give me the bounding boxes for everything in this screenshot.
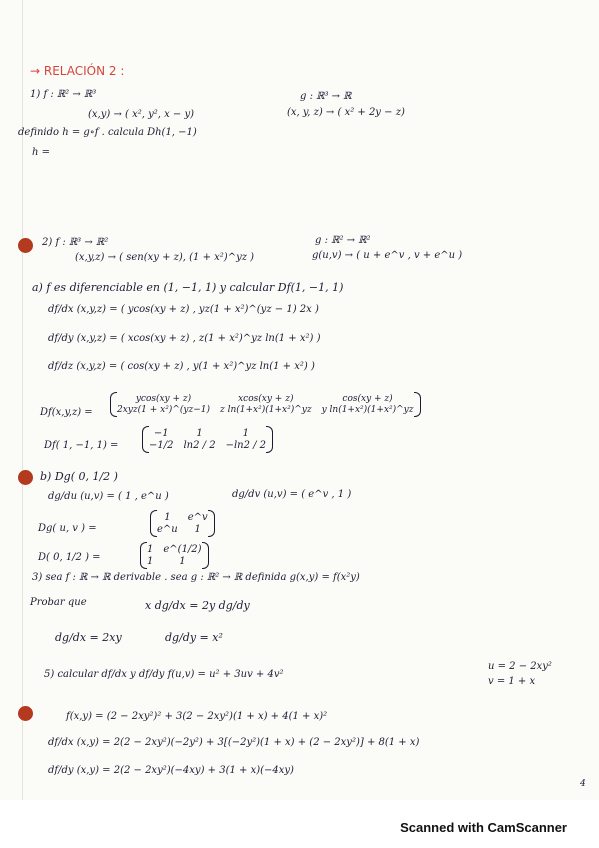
ex1-f-map: (x,y) → ( x², y², x − y): [88, 109, 195, 120]
ex2-df1-label: Df( 1, −1, 1) =: [44, 440, 119, 451]
ex2-dfdy: df/dy (x,y,z) = ( xcos(xy + z) , z(1 + x²)^yz ln(1 + x²) ): [48, 333, 321, 344]
ex2-dg0-label: D( 0, 1/2 ) =: [38, 552, 101, 563]
ex1-h: h =: [32, 147, 50, 158]
matrix-cell: e^v: [187, 512, 208, 523]
ex1-g-map: (x, y, z) → ( x² + 2y − z): [287, 107, 405, 118]
ex2-dg-label: Dg( u, v ) =: [38, 523, 97, 534]
page-title: → RELACIÓN 2 :: [30, 64, 125, 78]
matrix-cell: 1: [164, 512, 171, 523]
matrix-cell: 1: [179, 556, 186, 567]
ex2-g-def: g : ℝ² → ℝ²: [315, 235, 371, 246]
matrix-cell: z ln(1+x²)(1+x²)^yz: [219, 405, 312, 415]
matrix-cell: 1: [147, 556, 154, 567]
bullet-dot: [18, 470, 33, 485]
ex2-df1-matrix: [142, 428, 273, 451]
ex5-v-def: v = 1 + x: [488, 676, 536, 687]
ex2-dgdv: dg/dv (u,v) = ( e^v , 1 ): [232, 489, 352, 500]
bullet-dot: [18, 238, 33, 253]
matrix-cell: 1: [196, 428, 203, 439]
ex2-g-map: g(u,v) → ( u + e^v , v + e^u ): [312, 250, 463, 261]
scanner-watermark: Scanned with CamScanner: [400, 820, 567, 835]
ex2-f-def: 2) f : ℝ³ → ℝ²: [42, 237, 109, 248]
ex5-dfdx: df/dx (x,y) = 2(2 − 2xy²)(−2y²) + 3[(−2y²)(1 + x) + (2 − 2xy²)] + 8(1 + x): [48, 737, 420, 748]
matrix-cell: e^u: [157, 524, 178, 535]
ex2-f-map: (x,y,z) → ( sen(xy + z), (1 + x²)^yz ): [75, 252, 255, 263]
ex3-identity: x dg/dx = 2y dg/dy: [145, 599, 250, 612]
page-margin: [22, 0, 23, 800]
ex5-statement: 5) calcular df/dx y df/dy f(u,v) = u² + 3uv + 4v²: [44, 669, 284, 680]
ex2-part-a: a) f es diferenciable en (1, −1, 1) y calcular Df(1, −1, 1): [32, 281, 344, 294]
ex2-dg0-matrix: [140, 544, 209, 567]
matrix-cell: 1: [242, 428, 249, 439]
ex1-g-def: g : ℝ³ → ℝ: [300, 91, 352, 102]
ex2-dgdu: dg/du (u,v) = ( 1 , e^u ): [48, 491, 169, 502]
ex5-u-def: u = 2 − 2xy²: [488, 661, 552, 672]
ex2-dg-matrix: [150, 512, 215, 535]
ex3-probar: Probar que: [30, 597, 87, 608]
ex2-dfdx: df/dx (x,y,z) = ( ycos(xy + z) , yz(1 + x²)^(yz − 1) 2x ): [48, 304, 319, 315]
ex2-dfdz: df/dz (x,y,z) = ( cos(xy + z) , y(1 + x²)^yz ln(1 + x²) ): [48, 361, 315, 372]
ex3-dgdy: dg/dy = x²: [165, 631, 223, 644]
matrix-cell: e^(1/2): [163, 544, 202, 555]
matrix-cell: 1: [194, 524, 201, 535]
matrix-cell: 2xyz(1 + x²)^(yz−1): [117, 405, 210, 415]
matrix-cell: −1: [153, 428, 169, 439]
matrix-cell: 1: [147, 544, 154, 555]
matrix-cell: ln2 / 2: [183, 440, 216, 451]
ex5-fxy: f(x,y) = (2 − 2xy²)² + 3(2 − 2xy²)(1 + x) + 4(1 + x)²: [66, 711, 328, 722]
matrix-cell: −ln2 / 2: [225, 440, 267, 451]
page-number: 4: [580, 779, 586, 789]
bullet-dot: [18, 706, 33, 721]
matrix-cell: −1/2: [149, 440, 174, 451]
ex2-df-matrix: [110, 394, 421, 415]
matrix-cell: xcos(xy + z): [238, 394, 294, 404]
matrix-cell: y ln(1+x²)(1+x²)^yz: [321, 405, 414, 415]
ex3-statement: 3) sea f : ℝ → ℝ derivable . sea g : ℝ² → ℝ definida g(x,y) = f(x²y): [32, 572, 360, 583]
ex2-df-label: Df(x,y,z) =: [40, 407, 93, 418]
ex2-part-b: b) Dg( 0, 1/2 ): [40, 470, 118, 483]
ex1-statement: definido h = g∘f . calcula Dh(1, −1): [18, 127, 197, 138]
matrix-cell: ycos(xy + z): [135, 394, 192, 404]
ex3-dgdx: dg/dx = 2xy: [55, 631, 122, 644]
matrix-cell: cos(xy + z): [342, 394, 393, 404]
ex1-f-def: 1) f : ℝ² → ℝ³: [30, 89, 97, 100]
ex5-dfdy: df/dy (x,y) = 2(2 − 2xy²)(−4xy) + 3(1 + x)(−4xy): [48, 765, 294, 776]
